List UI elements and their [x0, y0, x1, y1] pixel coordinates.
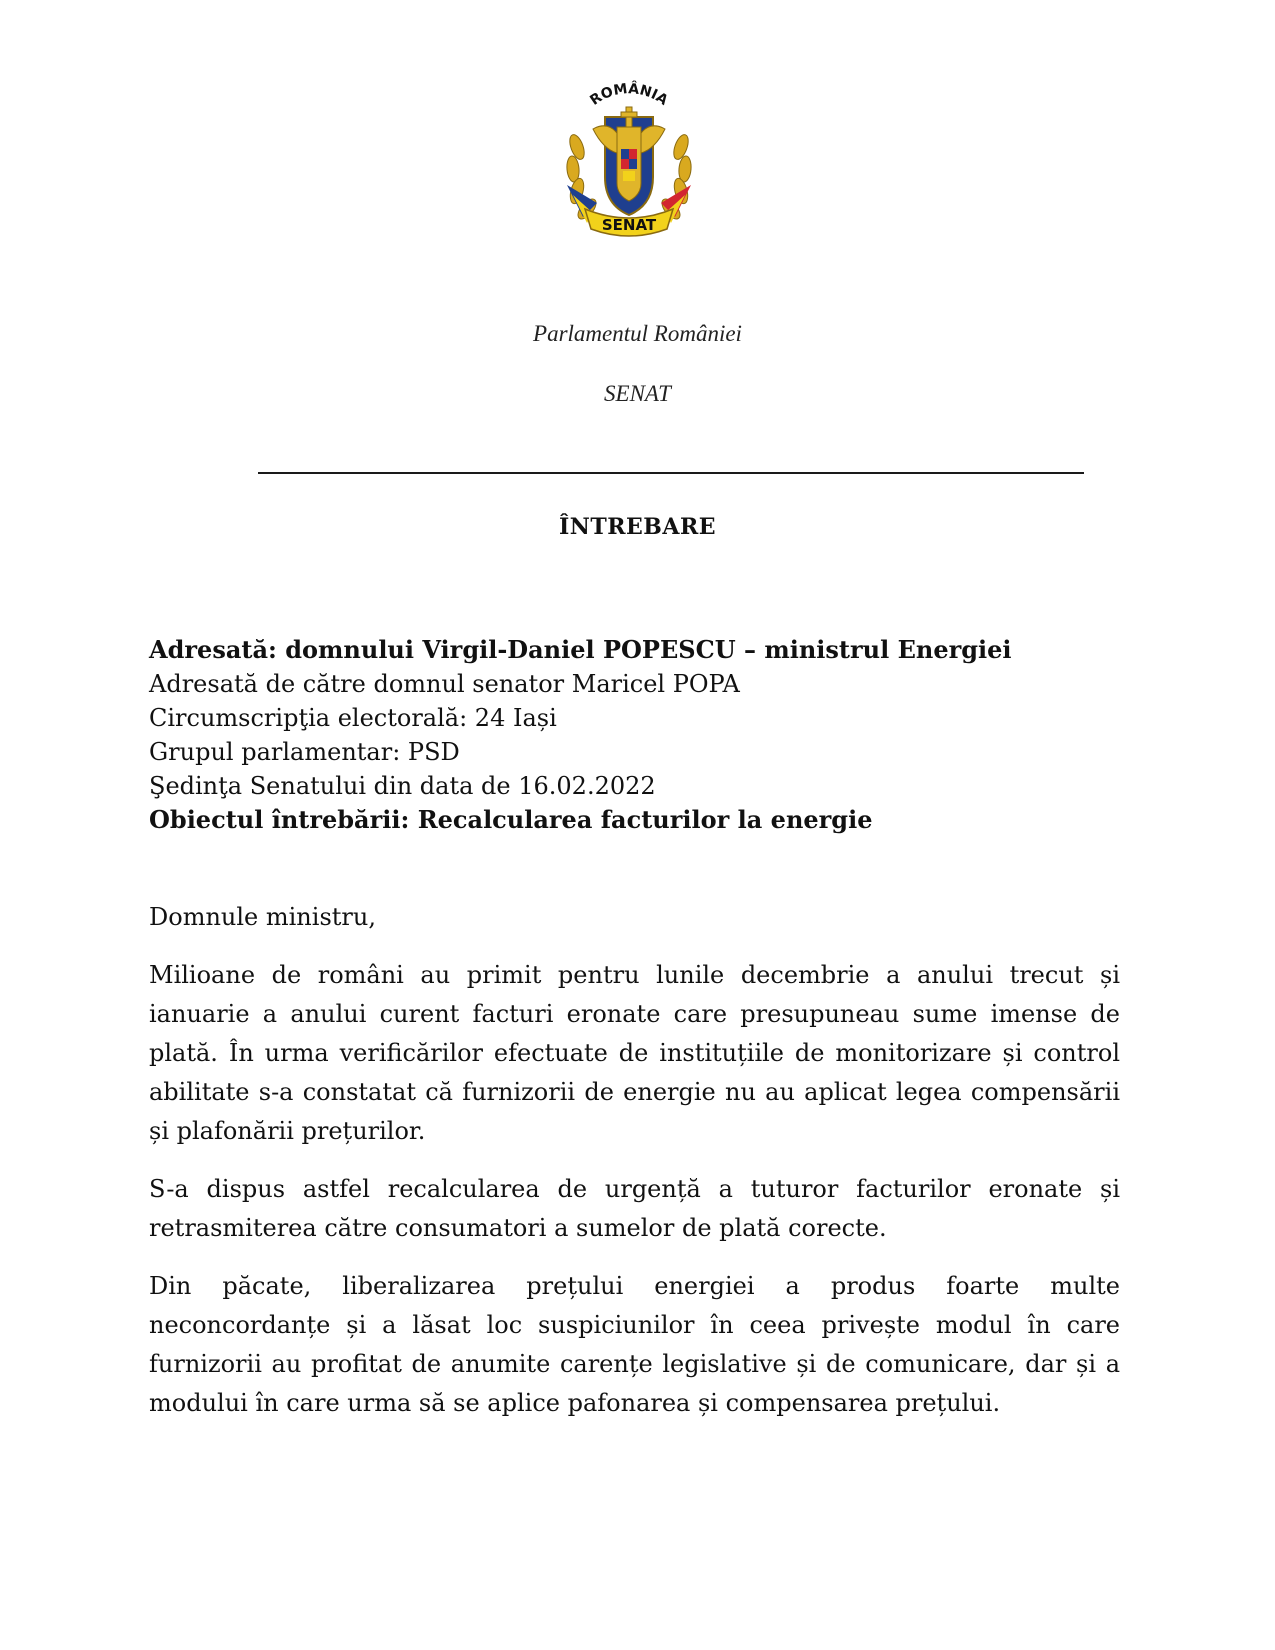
body-paragraph: Din păcate, liberalizarea prețului energiei a produs foarte multe neconcordanțe și a lăsat loc suspiciunilor în ceea privește modul în care furnizorii au profitat de anumite carențe legislative și de comunicare, dar și a modului în care urma să se aplice pafonarea și compensarea prețului.	[149, 1272, 1120, 1417]
logo-country-text: ROMÂNIA	[587, 81, 671, 109]
salutation: Domnule ministru,	[149, 903, 376, 931]
institution-name: Parlamentul României	[533, 321, 742, 346]
logo-senate-text: SENAT	[601, 216, 657, 234]
coat-of-arms-icon	[593, 107, 665, 215]
body-paragraph: S-a dispus astfel recalcularea de urgență a tuturor facturilor eronate și retrasmiterea către consumatori a sumelor de plată corecte.	[149, 1175, 1120, 1242]
chamber-name: SENAT	[604, 381, 671, 406]
session-line: Şedinţa Senatului din data de 16.02.2022	[149, 772, 656, 800]
addressee-line: Adresată: domnului Virgil-Daniel POPESCU – ministrul Energiei	[149, 635, 1012, 664]
document-title: ÎNTREBARE	[558, 514, 717, 540]
author-line: Adresată de către domnul senator Maricel POPA	[149, 670, 740, 698]
constituency-line: Circumscripţia electorală: 24 Iași	[149, 704, 557, 732]
subject-line: Obiectul întrebării: Recalcularea facturilor la energie	[149, 805, 873, 834]
body-paragraph: Milioane de români au primit pentru lunile decembrie a anului trecut și ianuarie a anului curent facturi eronate care presupuneau sume imense de plată. În urma verificărilor efectuate de instituțiile de monitorizare și control abilitate s-a constatat că furnizorii de energie nu au aplicat legea compensării și plafonării prețurilor.	[149, 961, 1120, 1145]
header-separator	[258, 472, 1084, 474]
senate-logo	[563, 77, 695, 247]
group-line: Grupul parlamentar: PSD	[149, 738, 460, 766]
question-metadata	[149, 633, 1129, 837]
question-body	[149, 898, 1120, 1442]
